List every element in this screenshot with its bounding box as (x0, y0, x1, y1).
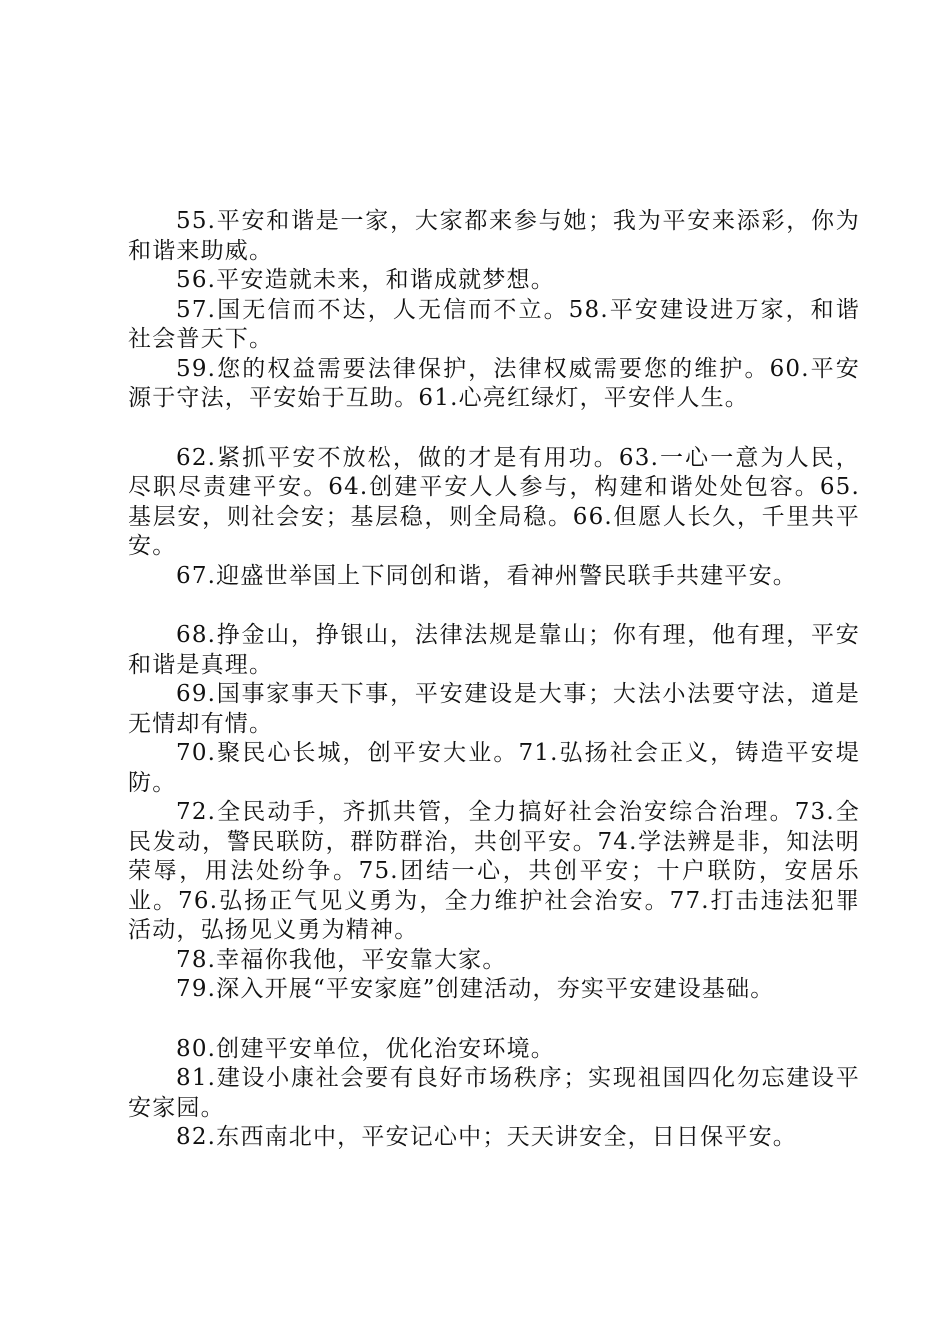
paragraph-55: 55.平安和谐是一家，大家都来参与她；我为平安来添彩，你为和谐来助威。 (128, 208, 860, 264)
paragraph-78: 78.幸福你我他，平安靠大家。 (176, 946, 507, 973)
paragraph-70: 70.聚民心长城，创平安大业。71.弘扬社会正义，铸造平安堤防。 (128, 740, 860, 796)
paragraph-69: 69.国事家事天下事，平安建设是大事；大法小法要守法，道是无情却有情。 (128, 681, 860, 737)
paragraph-82: 82.东西南北中，平安记心中；天天讲安全，日日保平安。 (176, 1124, 797, 1150)
document-body (128, 207, 860, 1153)
paragraph-79: 79.深入开展“平安家庭”创建活动，夯实平安建设基础。 (176, 976, 775, 1002)
paragraph-72: 72.全民动手，齐抓共管，全力搞好社会治安综合治理。73.全民发动，警民联防，群防群治，共创平安。74.学法辨是非，知法明荣辱，用法处纷争。75.团结一心，共创平安；十户联防，安居乐业。76.弘扬正气见义勇为，全力维护社会治安。77.打击违法犯罪活动，弘扬见义勇为精神。 (128, 799, 860, 943)
paragraph-62: 62.紧抓平安不放松，做的才是有用功。63.一心一意为人民，尽职尽责建平安。64.创建平安人人参与，构建和谐处处包容。65.基层安，则社会安；基层稳，则全局稳。66.但愿人长久，千里共平安。 (128, 444, 860, 559)
paragraph-67: 67.迎盛世举国上下同创和谐，看神州警民联手共建平安。 (176, 562, 797, 589)
paragraph-59: 59.您的权益需要法律保护，法律权威需要您的维护。60.平安源于守法，平安始于互助。61.心亮红绿灯，平安伴人生。 (128, 355, 860, 411)
paragraph-80: 80.创建平安单位，优化治安环境。 (176, 1035, 555, 1062)
paragraph-68: 68.挣金山，挣银山，法律法规是靠山；你有理，他有理，平安和谐是真理。 (128, 622, 860, 678)
paragraph-56: 56.平安造就未来，和谐成就梦想。 (176, 267, 555, 293)
paragraph-57: 57.国无信而不达，人无信而不立。58.平安建设进万家，和谐社会普天下。 (128, 296, 860, 352)
paragraph-81: 81.建设小康社会要有良好市场秩序；实现祖国四化勿忘建设平安家园。 (128, 1065, 860, 1121)
